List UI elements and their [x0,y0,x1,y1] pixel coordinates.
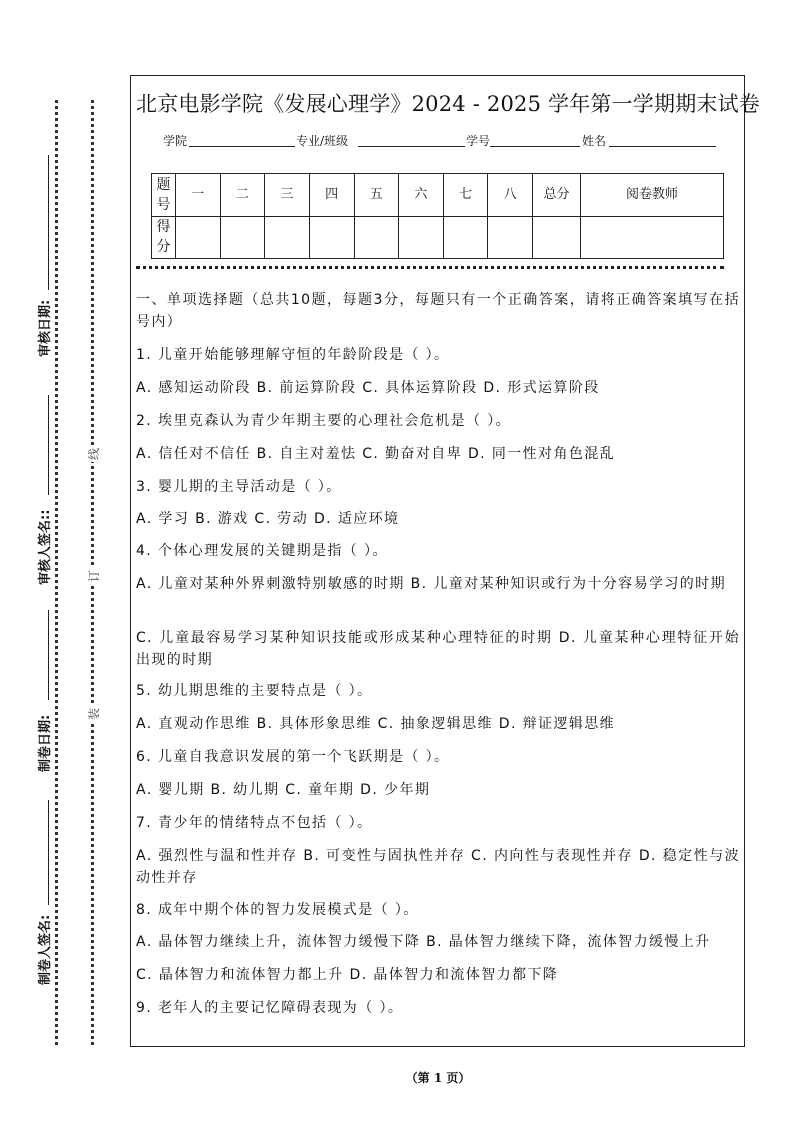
reviewer-signature-line[interactable] [48,395,49,495]
major-class-field[interactable] [358,146,465,147]
binding-mark-zhuang: 装 [87,707,101,720]
college-label: 学院 [163,134,188,148]
name-field[interactable] [609,146,716,147]
student-id-field[interactable] [490,146,580,147]
outer-cut-line [55,100,58,1045]
options: A. 婴儿期 B. 幼儿期 C. 童年期 D. 少年期 [136,782,431,798]
score-cell[interactable] [220,216,265,259]
score-row [152,216,724,259]
question: 2. 埃里克森认为青少年期主要的心理社会危机是（ ）。 [136,413,512,429]
options: A. 信任对不信任 B. 自主对羞怯 C. 勤奋对自卑 D. 同一性对角色混乱 [136,446,616,462]
score-cell[interactable] [488,216,533,259]
review-date-label: 审核日期: [38,299,53,357]
score-cell[interactable] [533,216,581,259]
section-heading: 一、单项选择题（总共10题，每题3分，每题只有一个正确答案，请将正确答案填写在括号内） [136,292,740,330]
question: 4. 个体心理发展的关键期是指（ ）。 [136,543,388,559]
question: 9. 老年人的主要记忆障碍表现为（ ）。 [136,1000,404,1016]
question: 3. 婴儿期的主导活动是（ ）。 [136,479,342,495]
paper-made-date-line[interactable] [48,610,49,700]
question: 6. 儿童自我意识发展的第一个飞跃期是（ ）。 [136,749,450,765]
options: C. 儿童最容易学习某种知识技能或形成某种心理特征的时期 D. 儿童某种心理特征开始出现的时期 [136,630,740,668]
college-field[interactable] [189,146,295,147]
reviewer-signature-label: 审核人签名:: [38,509,53,585]
col-2: 二 [220,174,265,217]
question: 1. 儿童开始能够理解守恒的年龄阶段是（ ）。 [136,347,450,363]
col-7: 七 [443,174,488,217]
options: A. 直观动作思维 B. 具体形象思维 C. 抽象逻辑思维 D. 辩证逻辑思维 [136,716,616,732]
col-6: 六 [399,174,444,217]
options: C. 晶体智力和流体智力都上升 D. 晶体智力和流体智力都下降 [136,967,559,983]
score-cell[interactable] [399,216,444,259]
review-date-line[interactable] [48,155,49,290]
options: A. 晶体智力继续上升，流体智力缓慢下降 B. 晶体智力继续下降，流体智力缓慢上升 [136,934,711,950]
options: A. 感知运动阶段 B. 前运算阶段 C. 具体运算阶段 D. 形式运算阶段 [136,380,600,396]
binding-mark-xian: 线 [87,447,101,460]
score-cell[interactable] [309,216,354,259]
exam-title: 北京电影学院《发展心理学》2024 - 2025 学年第一学期期末试卷 [136,92,761,116]
col-5: 五 [354,174,399,217]
score-cell[interactable] [581,216,724,259]
score-header: 得分 [152,216,176,259]
col-grader: 阅卷教师 [581,174,724,217]
signature-margin [32,100,52,1040]
question: 5. 幼儿期思维的主要特点是（ ）。 [136,683,373,699]
student-id-label: 学号 [466,134,491,148]
binding-mark-ding: 订 [87,569,101,582]
major-class-label: 专业/班级 [296,134,349,148]
page-number: （第 1 页） [405,1071,471,1085]
question: 8. 成年中期个体的智力发展模式是（ ）。 [136,902,419,918]
options: A. 儿童对某种外界刺激特别敏感的时期 B. 儿童对某种知识或行为十分容易学习的时期 [136,576,726,592]
score-cell[interactable] [443,216,488,259]
score-cell[interactable] [265,216,310,259]
col-total: 总分 [533,174,581,217]
score-cell[interactable] [176,216,221,259]
col-8: 八 [488,174,533,217]
paper-made-date-label: 制卷日期: [38,714,53,772]
paper-maker-signature-line[interactable] [48,800,49,905]
name-label: 姓名 [582,134,607,148]
dotted-separator [136,266,724,269]
score-table [151,173,724,259]
question-number-header: 题号 [152,174,176,217]
col-3: 三 [265,174,310,217]
options: A. 学习 B. 游戏 C. 劳动 D. 适应环境 [136,511,400,527]
question-number-row [152,174,724,217]
col-1: 一 [176,174,221,217]
paper-maker-signature-label: 制卷人签名: [38,914,53,985]
col-4: 四 [309,174,354,217]
options: A. 强烈性与温和性并存 B. 可变性与固执性并存 C. 内向性与表现性并存 D. 稳定性与波动性并存 [136,848,740,886]
question: 7. 青少年的情绪特点不包括（ ）。 [136,815,373,831]
score-cell[interactable] [354,216,399,259]
binding-marks [85,100,105,1040]
